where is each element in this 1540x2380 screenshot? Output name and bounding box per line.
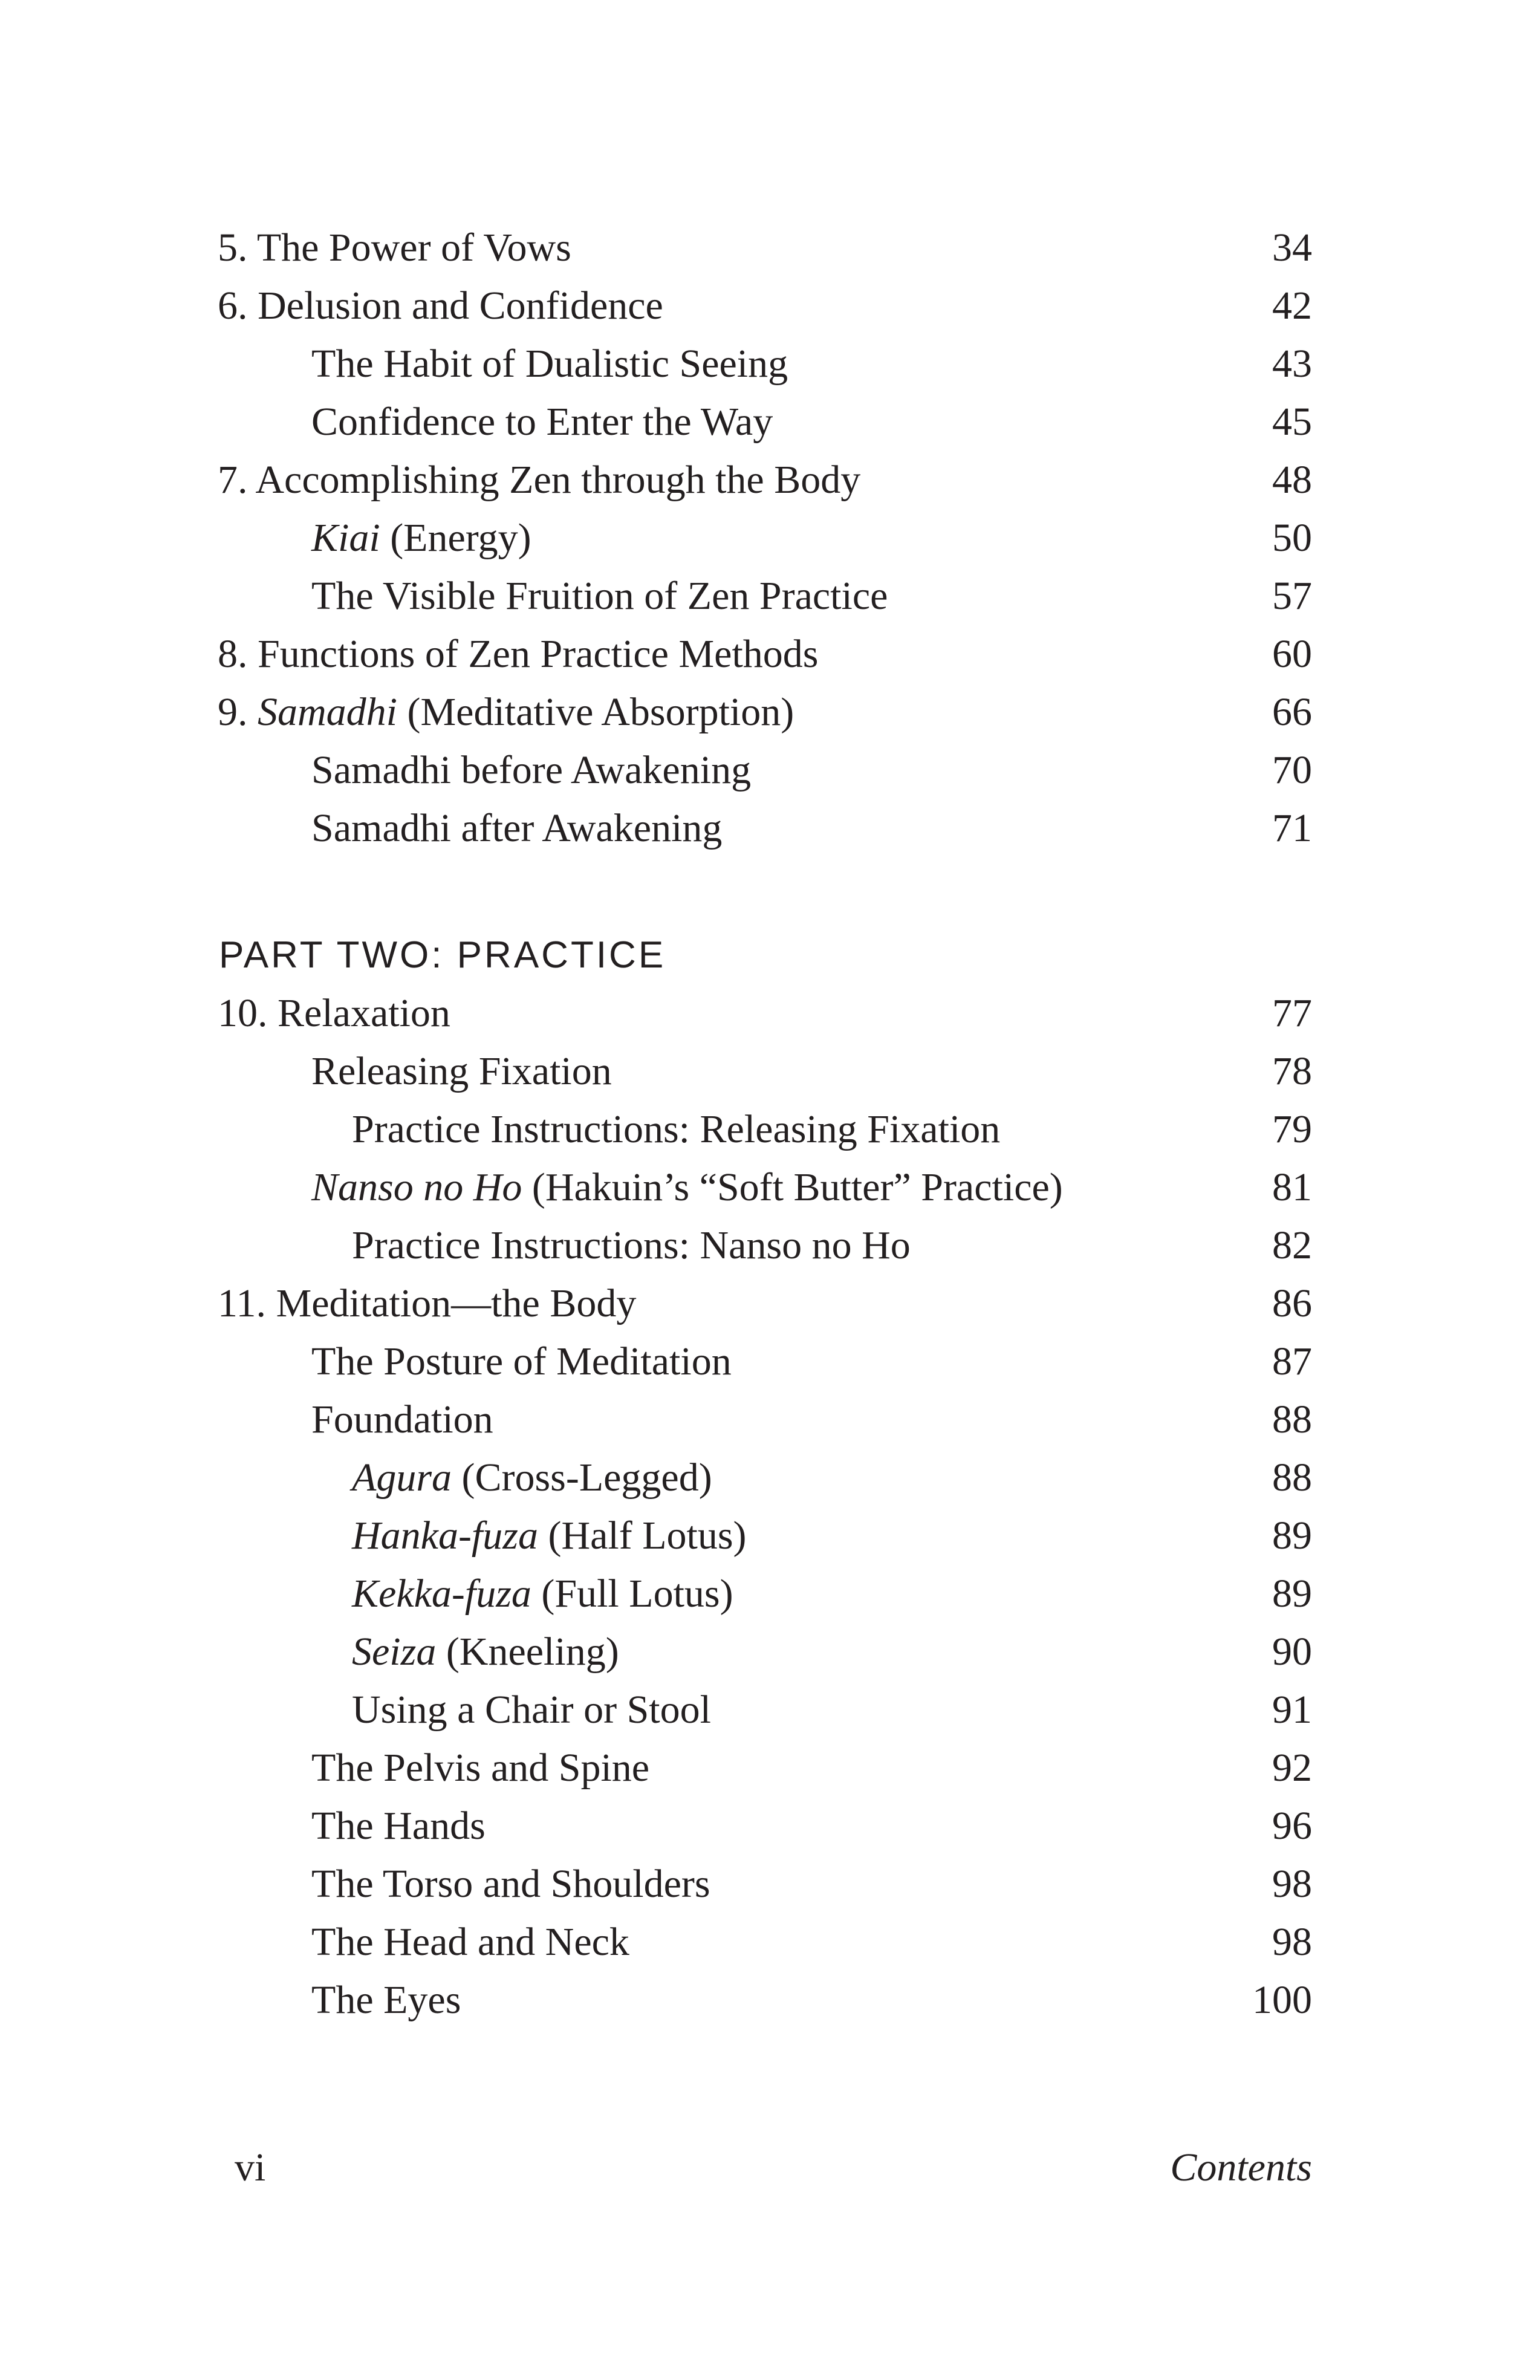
section-title-italic: Nanso no Ho: [311, 1165, 522, 1209]
page-number: 81: [1272, 1165, 1312, 1209]
page-number: 71: [1272, 806, 1312, 850]
toc-entry: [218, 1449, 1312, 1507]
toc-entry: [218, 509, 1312, 567]
toc-entry: [218, 741, 1312, 799]
subsection-title-rest: (Full Lotus): [531, 1572, 733, 1616]
subsection-title-italic: Agura: [352, 1455, 452, 1500]
chapter-title: Delusion and Confidence: [258, 284, 663, 328]
section-title: The Posture of Meditation: [311, 1339, 732, 1383]
section-title: Foundation: [311, 1397, 493, 1442]
section-title: The Habit of Dualistic Seeing: [311, 342, 788, 386]
subsection-title-rest: (Kneeling): [436, 1630, 619, 1674]
page-number: 92: [1272, 1746, 1312, 1790]
toc-entry: [218, 1855, 1312, 1913]
toc-part-two: [218, 926, 1312, 2029]
chapter-title: Relaxation: [278, 991, 450, 1035]
section-title-rest: (Hakuin’s “Soft Butter” Practice): [522, 1165, 1063, 1209]
page-number: 82: [1272, 1223, 1312, 1267]
page-number: 78: [1272, 1049, 1312, 1093]
page-number: 88: [1272, 1397, 1312, 1442]
chapter-title-rest: (Meditative Absorption): [397, 690, 794, 734]
subsection-title: Practice Instructions: Nanso no Ho: [352, 1223, 911, 1267]
chapter-number: 10.: [218, 991, 268, 1035]
page-number: 90: [1272, 1630, 1312, 1674]
toc-entry: [218, 1391, 1312, 1449]
section-title: The Torso and Shoulders: [311, 1862, 710, 1906]
chapter-number: 7.: [218, 458, 248, 502]
page-footer: [235, 2141, 1312, 2195]
page-number: 79: [1272, 1107, 1312, 1151]
toc-entry: [218, 625, 1312, 683]
section-title: The Visible Fruition of Zen Practice: [311, 574, 888, 618]
toc-entry: [218, 1275, 1312, 1333]
toc-entry: [218, 219, 1312, 277]
page-number: 87: [1272, 1339, 1312, 1383]
section-title: Confidence to Enter the Way: [311, 400, 773, 444]
page-number: 57: [1272, 574, 1312, 618]
toc-entry: [218, 1739, 1312, 1797]
section-title: The Pelvis and Spine: [311, 1746, 650, 1790]
chapter-number: 5.: [218, 226, 248, 270]
chapter-title: Meditation—the Body: [276, 1281, 637, 1325]
toc-entry: [218, 799, 1312, 857]
subsection-title-italic: Kekka-fuza: [352, 1572, 531, 1616]
toc-entry: [218, 683, 1312, 741]
page-number: 98: [1272, 1920, 1312, 1964]
running-title: Contents: [1170, 2145, 1312, 2190]
page-number: 89: [1272, 1514, 1312, 1558]
page-number: 48: [1272, 458, 1312, 502]
toc-entry: [218, 1042, 1312, 1101]
chapter-title: The Power of Vows: [256, 226, 571, 270]
toc-entry: [218, 1971, 1312, 2029]
page-number: 88: [1272, 1455, 1312, 1500]
section-title-italic: Kiai: [311, 516, 380, 560]
page-number: 60: [1272, 632, 1312, 676]
toc-entry: [218, 984, 1312, 1042]
chapter-number: 6.: [218, 284, 248, 328]
section-title: Releasing Fixation: [311, 1049, 612, 1093]
section-title: The Head and Neck: [311, 1920, 629, 1964]
subsection-title-rest: (Half Lotus): [538, 1514, 747, 1558]
page-number: 77: [1272, 991, 1312, 1035]
page-number: 66: [1272, 690, 1312, 734]
page-number: 96: [1272, 1804, 1312, 1848]
chapter-title: Accomplishing Zen through the Body: [255, 458, 861, 502]
toc-entry: [218, 1681, 1312, 1739]
subsection-title: Practice Instructions: Releasing Fixation: [352, 1107, 1001, 1151]
toc-entry: [218, 567, 1312, 625]
chapter-title-italic: Samadhi: [258, 690, 397, 734]
page-number: 86: [1272, 1281, 1312, 1325]
toc-entry: [218, 393, 1312, 451]
page-number: 50: [1272, 516, 1312, 560]
toc-entry: [218, 1217, 1312, 1275]
toc-entry: [218, 1101, 1312, 1159]
toc-entry: [218, 277, 1312, 335]
subsection-title-italic: Hanka-fuza: [352, 1514, 538, 1558]
page-number: 89: [1272, 1572, 1312, 1616]
page-number: 91: [1272, 1688, 1312, 1732]
subsection-title-italic: Seiza: [352, 1630, 437, 1674]
subsection-title: Using a Chair or Stool: [352, 1688, 711, 1732]
section-title: The Eyes: [311, 1978, 461, 2022]
toc-entry: [218, 1565, 1312, 1623]
section-title: The Hands: [311, 1804, 486, 1848]
toc-entry: [218, 335, 1312, 393]
page-number: 42: [1272, 284, 1312, 328]
section-title: Samadhi after Awakening: [311, 806, 723, 850]
section-title: Samadhi before Awakening: [311, 748, 752, 792]
chapter-number: 9.: [218, 690, 248, 734]
page-number: 70: [1272, 748, 1312, 792]
page-number: 45: [1272, 400, 1312, 444]
chapter-number: 11.: [218, 1281, 267, 1325]
page-number: 100: [1252, 1978, 1312, 2022]
page-number: 43: [1272, 342, 1312, 386]
toc-entry: [218, 1507, 1312, 1565]
toc-entry: [218, 1333, 1312, 1391]
subsection-title-rest: (Cross-Legged): [452, 1455, 712, 1500]
page-number: 34: [1272, 226, 1312, 270]
page-number: 98: [1272, 1862, 1312, 1906]
chapter-title: Functions of Zen Practice Methods: [258, 632, 819, 676]
part-heading: PART TWO: PRACTICE: [219, 934, 666, 976]
toc-entry: [218, 1159, 1312, 1217]
chapter-number: 8.: [218, 632, 248, 676]
toc-entry: [218, 1913, 1312, 1971]
toc-entry: [218, 1623, 1312, 1681]
toc-entry: [218, 451, 1312, 509]
toc-part-one: [218, 219, 1312, 857]
section-title-rest: (Energy): [380, 516, 531, 560]
toc-entry: [218, 1797, 1312, 1855]
folio: vi: [235, 2145, 266, 2190]
